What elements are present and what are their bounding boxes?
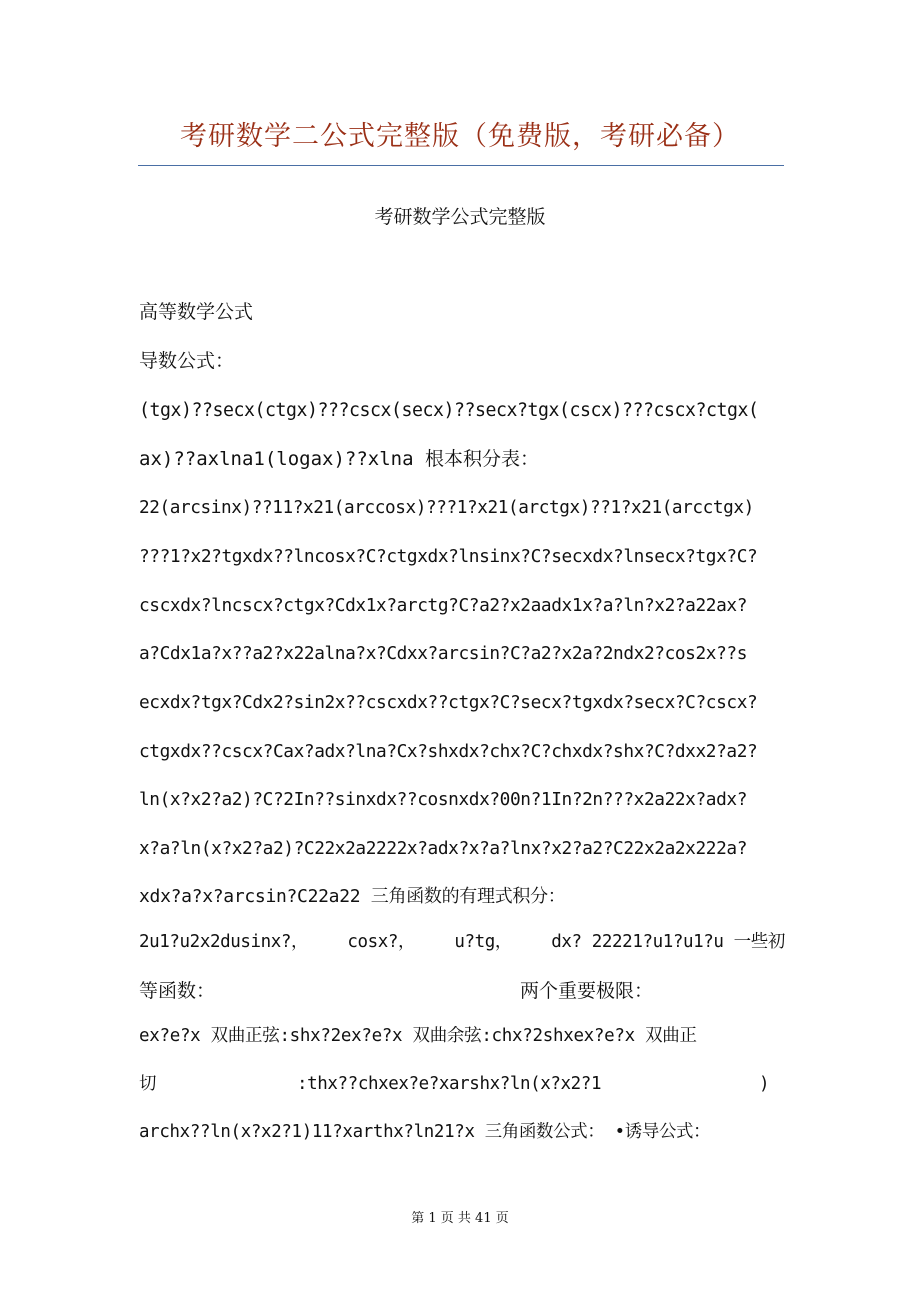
body-line: archx??ln(x?x2?1)11?xarthx?ln21?x 三角函数公式： •诱导公式： bbox=[139, 1122, 711, 1142]
line-segment: 切 bbox=[139, 1074, 157, 1094]
body-line: 导数公式： bbox=[139, 350, 235, 372]
page-footer: 第 1 页 共 41 页 bbox=[411, 1211, 509, 1226]
line-segment: dx? 22221?u1?u1?u 一些初 bbox=[551, 932, 785, 952]
body-line: 22(arcsinx)??11?x21(arccosx)???1?x21(arctgx)??1?x21(arcctgx) bbox=[139, 498, 754, 518]
title-divider bbox=[138, 165, 784, 166]
body-line: ln(x?x2?a2)?C?2In??sinxdx??cosnxdx?00n?1In?2n???x2a22x?adx? bbox=[139, 789, 748, 810]
body-line bbox=[139, 930, 785, 954]
body-line: ex?e?x 双曲正弦:shx?2ex?e?x 双曲余弦:chx?2shxex?e?x 双曲正 bbox=[139, 1026, 697, 1046]
line-segment: 两个重要极限： bbox=[520, 980, 654, 1002]
body-line: ???1?x2?tgxdx??lncosx?C?ctgxdx?lnsinx?C?secxdx?lnsecx?tgx?C? bbox=[139, 546, 758, 567]
line-segment: :thx??chxex?e?xarshx?ln(x?x2?1 bbox=[297, 1074, 602, 1094]
line-segment: cosx?， bbox=[347, 932, 416, 952]
line-segment: 等函数： bbox=[139, 980, 216, 1002]
body-line: 高等数学公式 bbox=[139, 301, 254, 323]
page-title: 考研数学二公式完整版（免费版，考研必备） bbox=[180, 121, 740, 152]
document-subtitle: 考研数学公式完整版 bbox=[374, 206, 546, 228]
body-line: a?Cdx1a?x??a2?x22alna?x?Cdxx?arcsin?C?a2?x2a?2ndx2?cos2x??s bbox=[139, 643, 748, 664]
body-line: x?a?ln(x?x2?a2)?C22x2a2222x?adx?x?a?lnx?x2?a2?C22x2a2x222a? bbox=[139, 838, 748, 859]
line-segment: 2u1?u2x2dusinx?， bbox=[139, 932, 309, 952]
body-line bbox=[139, 979, 785, 1003]
body-line: ecxdx?tgx?Cdx2?sin2x??cscxdx??ctgx?C?secx?tgxdx?secx?C?cscx? bbox=[139, 692, 758, 713]
body-line: (tgx)??secx(ctgx)???cscx(secx)??secx?tgx(cscx)???cscx?ctgx( bbox=[139, 400, 759, 421]
line-segment: ) bbox=[759, 1074, 770, 1094]
body-line bbox=[139, 1072, 785, 1096]
line-segment: u?tg， bbox=[454, 932, 513, 952]
body-line: ctgxdx??cscx?Cax?adx?lna?Cx?shxdx?chx?C?chxdx?shx?C?dxx2?a2? bbox=[139, 741, 758, 762]
body-line: xdx?a?x?arcsin?C22a22 三角函数的有理式积分： bbox=[139, 886, 566, 907]
body-line: ax)??axlna1(logax)??xlna 根本积分表： bbox=[139, 448, 539, 470]
body-line: cscxdx?lncscx?ctgx?Cdx1x?arctg?C?a2?x2aadx1x?a?ln?x2?a22ax? bbox=[139, 595, 748, 616]
